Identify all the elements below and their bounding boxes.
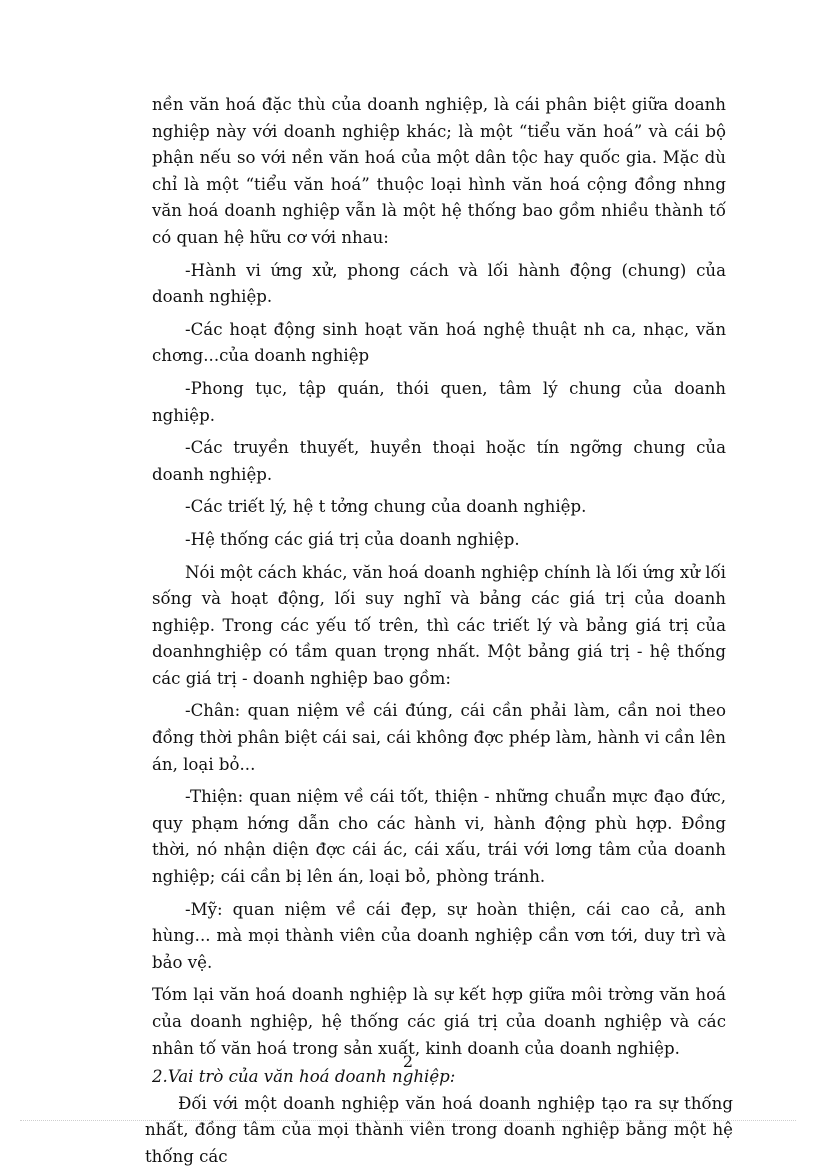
list-item-legends: -Các truyền thuyết, huyền thoại hoặc tín ngỡng chung của doanh nghiệp. xyxy=(152,438,726,484)
body-text xyxy=(145,92,733,1171)
section-heading: 2.Vai trò của văn hoá doanh nghiệp: xyxy=(152,1067,456,1087)
list-item-behavior: -Hành vi ứng xử, phong cách và lối hành động (chung) của doanh nghiệp. xyxy=(152,260,726,307)
list-item-philosophy: -Các triết lý, hệ t tởng chung của doanh nghiệp. xyxy=(185,497,587,517)
list-item-activities: -Các hoạt động sinh hoạt văn hoá nghệ thuật nh ca, nhạc, văn chơng...của doanh nghiệp xyxy=(152,319,726,366)
list-item-goodness: -Thiện: quan niệm về cái tốt, thiện - những chuẩn mực đạo đức, quy phạm hớng dẫn cho các hành vi, hành động phù hợp. Đồng thời, nó nhận diện đợc cái ác, cái xấu, trái với lơng tâm của doanh nghiệp; cái cần bị lên án, loại bỏ, phòng tránh. xyxy=(152,787,726,887)
paragraph-intro: nền văn hoá đặc thù của doanh nghiệp, là cái phân biệt giữa doanh nghiệp này với doanh nghiệp khác; là một “tiểu văn hoá” và cái bộ phận nếu so với nền văn hoá của một dân tộc hay quốc gia. Mặc dù chỉ là một “tiểu văn hoá” thuộc loại hình văn hoá cộng đồng nhng văn hoá doanh nghiệp vẫn là một hệ thống bao gồm nhiều thành tố có quan hệ hữu cơ với nhau: xyxy=(152,95,726,247)
list-item-values: -Hệ thống các giá trị của doanh nghiệp. xyxy=(185,529,520,549)
paragraph-conclusion: Tóm lại văn hoá doanh nghiệp là sự kết hợp giữa môi trờng văn hoá của doanh nghiệp, hệ thống các giá trị của doanh nghiệp và các nhân tố văn hoá trong sản xuất, kinh doanh của doanh nghiệp. xyxy=(152,985,726,1058)
list-item-customs: -Phong tục, tập quán, thói quen, tâm lý chung của doanh nghiệp. xyxy=(152,378,726,425)
bottom-dotted-rule xyxy=(20,1120,796,1121)
list-item-beauty: -Mỹ: quan niệm về cái đẹp, sự hoàn thiện, cái cao cả, anh hùng... mà mọi thành viên của doanh nghiệp cần vơn tới, duy trì và bảo vệ. xyxy=(152,899,726,972)
paragraph-role: Đối với một doanh nghiệp văn hoá doanh nghiệp tạo ra sự thống nhất, đồng tâm của mọi thành viên trong doanh nghiệp bằng một hệ thống các xyxy=(145,1093,733,1166)
paragraph-summary-values: Nói một cách khác, văn hoá doanh nghiệp chính là lối ứng xử lối sống và hoạt động, lối suy nghĩ và bảng các giá trị của doanh nghiệp. Trong các yếu tố trên, thì các triết lý và bảng giá trị của doanhnghiệp có tầm quan trọng nhất. Một bảng giá trị - hệ thống các giá trị - doanh nghiệp bao gồm: xyxy=(152,562,726,688)
page-number: 2 xyxy=(402,1052,414,1071)
list-item-truth: -Chân: quan niệm về cái đúng, cái cần phải làm, cần noi theo đồng thời phân biệt cái sai, cái không đợc phép làm, hành vi cần lên án, loại bỏ... xyxy=(152,701,726,774)
